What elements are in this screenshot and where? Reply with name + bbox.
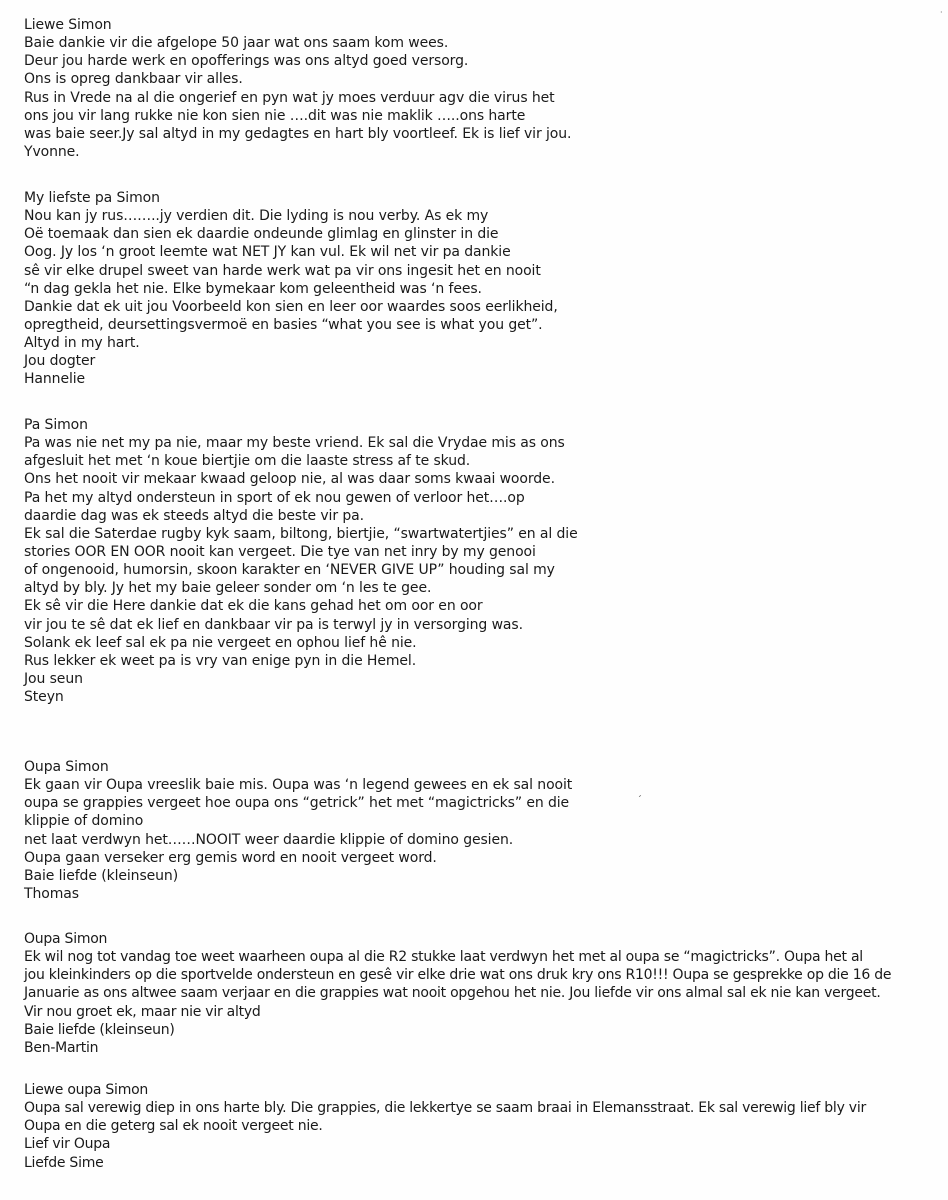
- letter-line: Baie liefde (kleinseun): [24, 1021, 175, 1038]
- letter-line: Oupa sal verewig diep in ons harte bly. Die grappies, die lekkertye se saam braai in Elemansstraat. Ek sal verewig lief bly vir: [24, 1100, 866, 1117]
- letter-hannelie: [24, 189, 558, 389]
- letter-line: Solank ek leef sal ek pa nie vergeet en ophou lief hê nie.: [24, 634, 417, 651]
- letter-line: Liefde Sime: [24, 1154, 104, 1171]
- letter-line: Ons het nooit vir mekaar kwaad geloop nie, al was daar soms kwaai woorde.: [24, 471, 555, 488]
- letter-line: Ben-Martin: [24, 1039, 99, 1056]
- letter-line: net laat verdwyn het……NOOIT weer daardie klippie of domino gesien.: [24, 831, 514, 848]
- letter-thomas: [24, 758, 572, 903]
- letter-line: Jou seun: [24, 670, 83, 687]
- letter-line: Yvonne.: [24, 143, 80, 160]
- letter-line: Vir nou groet ek, maar nie vir altyd: [24, 1003, 261, 1020]
- letter-line: Liewe oupa Simon: [24, 1082, 149, 1098]
- letter-line: My liefste pa Simon: [24, 190, 160, 206]
- letter-line: Oupa gaan verseker erg gemis word en nooit vergeet word.: [24, 849, 437, 866]
- letter-line: altyd by bly. Jy het my baie geleer sonder om ‘n les te gee.: [24, 580, 432, 597]
- letter-line: Nou kan jy rus……..jy verdien dit. Die lyding is nou verby. As ek my: [24, 208, 489, 225]
- letter-ben-martin: [24, 930, 891, 1057]
- letter-line: Rus in Vrede na al die ongerief en pyn wat jy moes verduur agv die virus het: [24, 89, 555, 106]
- scan-speck: ·: [940, 8, 943, 17]
- letter-line: Ek sê vir die Here dankie dat ek die kans gehad het om oor en oor: [24, 598, 483, 615]
- letter-line: jou kleinkinders op die sportvelde ondersteun en gesê vir elke drie wat ons druk kry ons R10!!! Oupa se gesprekke op die 16 de: [24, 967, 892, 984]
- letter-line: Lief vir Oupa: [24, 1136, 111, 1153]
- letter-line: Oog. Jy los ‘n groot leemte wat NET JY kan vul. Ek wil net vir pa dankie: [24, 244, 511, 261]
- letter-line: afgesluit het met ‘n koue biertjie om die laaste stress af te skud.: [24, 453, 471, 470]
- letter-line: oupa se grappies vergeet hoe oupa ons “getrick” het met “magictricks” en die: [24, 795, 570, 812]
- letter-line: Oupa Simon: [24, 931, 108, 947]
- letter-line: Jou dogter: [24, 353, 96, 370]
- letter-steyn: [24, 416, 578, 706]
- letter-line: Pa Simon: [24, 417, 88, 433]
- letter-line: Steyn: [24, 689, 64, 706]
- letter-line: stories OOR EN OOR nooit kan vergeet. Die tye van net inry by my genooi: [24, 543, 536, 560]
- letter-line: Liewe Simon: [24, 17, 112, 33]
- letter-line: daardie dag was ek steeds altyd die beste vir pa.: [24, 507, 364, 524]
- letter-line: opregtheid, deursettingsvermoë en basies “what you see is what you get”.: [24, 316, 543, 333]
- letter-yvonne: [24, 16, 571, 161]
- letter-line: Pa was nie net my pa nie, maar my beste vriend. Ek sal die Vrydae mis as ons: [24, 435, 565, 452]
- letter-line: Rus lekker ek weet pa is vry van enige pyn in die Hemel.: [24, 652, 417, 669]
- letter-line: was baie seer.Jy sal altyd in my gedagtes en hart bly voortleef. Ek is lief vir jou.: [24, 125, 572, 142]
- letter-line: Altyd in my hart.: [24, 335, 140, 352]
- letter-line: ons jou vir lang rukke nie kon sien nie ….dit was nie maklik …..ons harte: [24, 107, 526, 124]
- letter-line: Ek gaan vir Oupa vreeslik baie mis. Oupa was ‘n legend gewees en ek sal nooit: [24, 777, 573, 794]
- letter-line: Ek wil nog tot vandag toe weet waarheen oupa al die R2 stukke laat verdwyn het met al oupa se “magictricks”. Oupa het al: [24, 949, 863, 966]
- letter-line: Oupa Simon: [24, 759, 109, 775]
- letter-line: Januarie as ons altwee saam verjaar en die grappies wat nooit opgehou het nie. Jou liefde vir ons almal sal ek nie kan vergeet.: [24, 985, 881, 1002]
- letter-line: Hannelie: [24, 371, 86, 388]
- letter-line: Ons is opreg dankbaar vir alles.: [24, 71, 243, 88]
- letter-line: Baie dankie vir die afgelope 50 jaar wat ons saam kom wees.: [24, 35, 449, 52]
- letter-line: Pa het my altyd ondersteun in sport of ek nou gewen of verloor het….op: [24, 489, 525, 506]
- scan-speck: ˊ: [637, 795, 642, 806]
- letter-line: Oë toemaak dan sien ek daardie ondeunde glimlag en glinster in die: [24, 226, 499, 243]
- letter-line: Baie liefde (kleinseun): [24, 867, 179, 884]
- letter-line: Oupa en die geterg sal ek nooit vergeet nie.: [24, 1118, 323, 1135]
- letter-sime: [24, 1081, 866, 1172]
- letter-line: Deur jou harde werk en opofferings was ons altyd goed versorg.: [24, 53, 469, 70]
- letter-line: Thomas: [24, 885, 79, 902]
- letter-line: of ongenooid, humorsin, skoon karakter en ‘NEVER GIVE UP” houding sal my: [24, 562, 555, 579]
- letter-line: sê vir elke drupel sweet van harde werk wat pa vir ons ingesit het en nooit: [24, 262, 541, 279]
- letter-line: Ek sal die Saterdae rugby kyk saam, biltong, biertjie, “swartwatertjies” en al die: [24, 525, 578, 542]
- letter-line: Dankie dat ek uit jou Voorbeeld kon sien en leer oor waardes soos eerlikheid,: [24, 298, 558, 315]
- letter-line: vir jou te sê dat ek lief en dankbaar vir pa is terwyl jy in versorging was.: [24, 616, 523, 633]
- letter-line: “n dag gekla het nie. Elke bymekaar kom geleentheid was ‘n fees.: [24, 280, 482, 297]
- letter-line: klippie of domino: [24, 813, 144, 830]
